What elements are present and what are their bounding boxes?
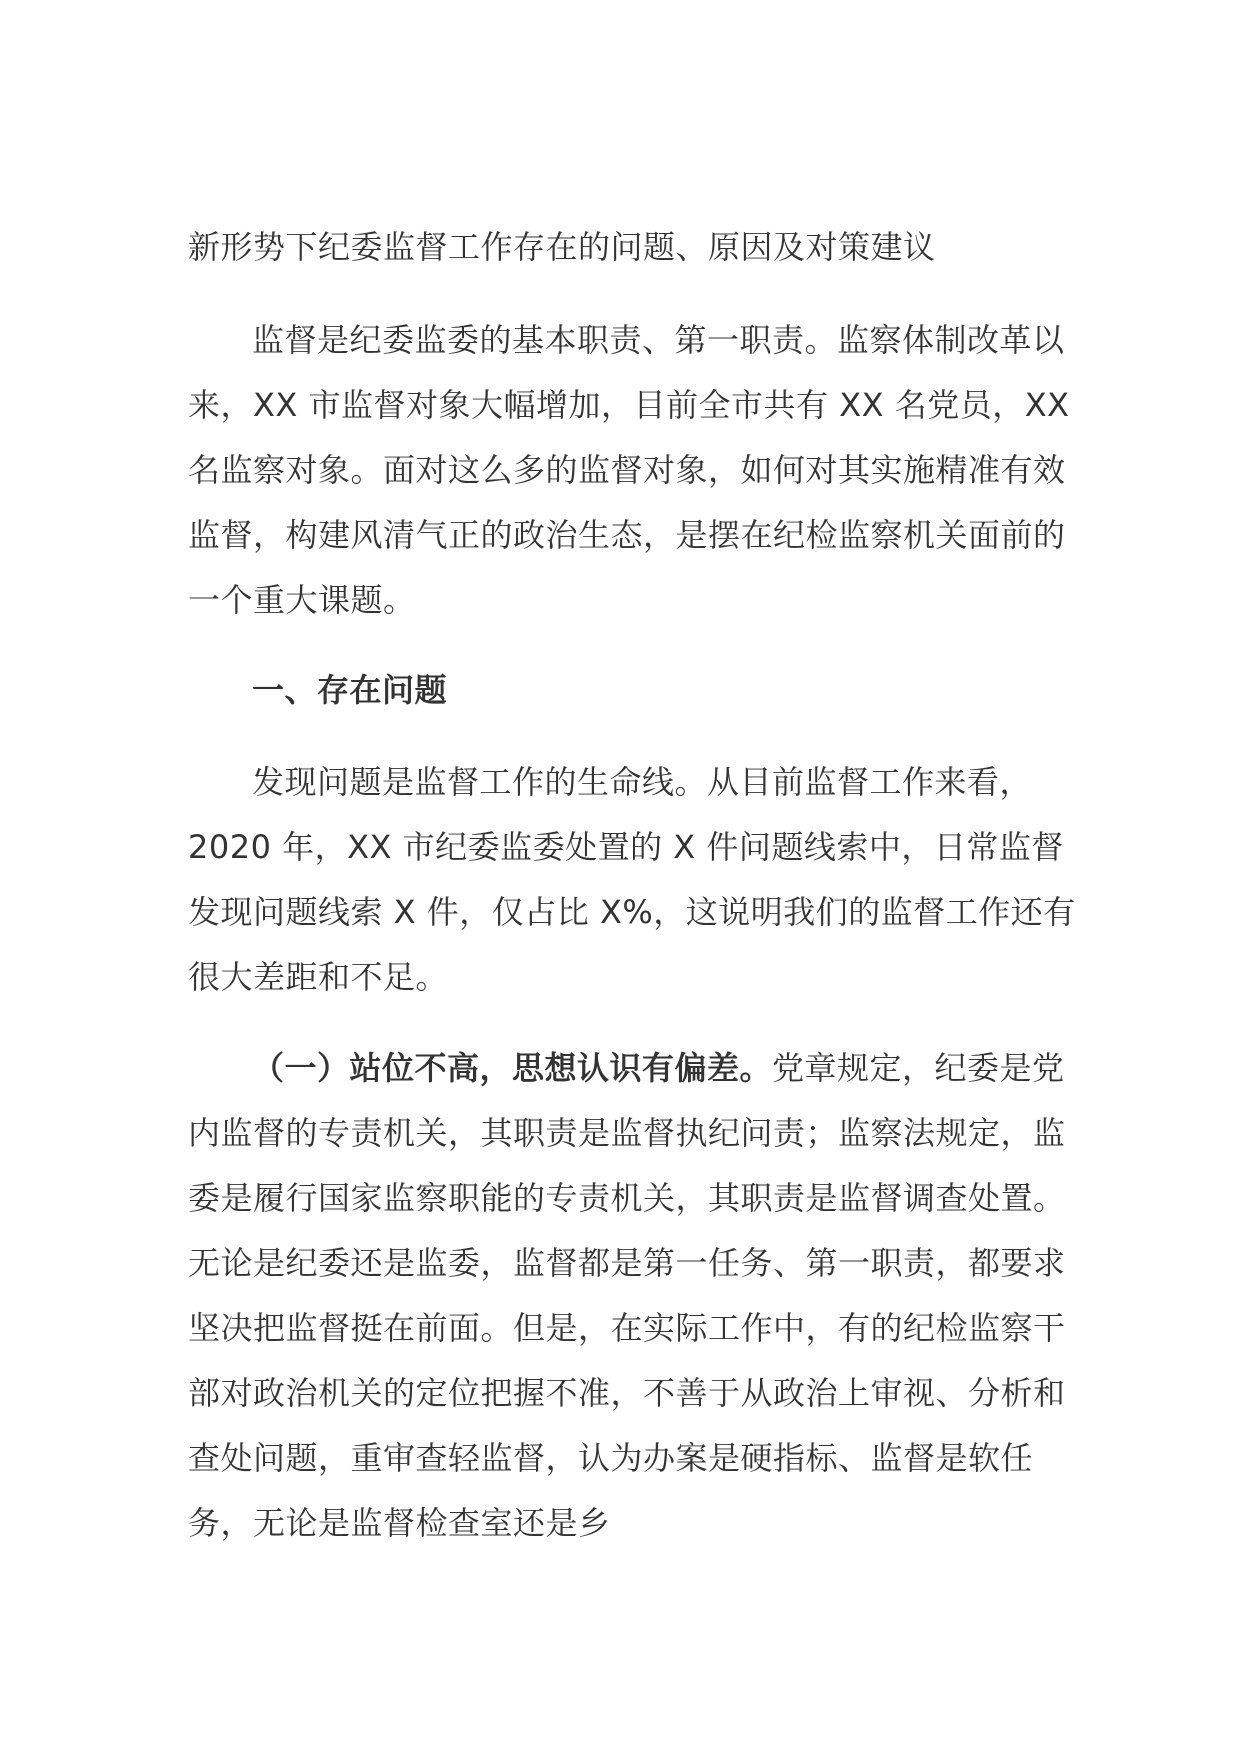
problems-overview-paragraph: 发现问题是监督工作的生命线。从目前监督工作来看，2020 年，XX 市纪委监委处置的 X 件问题线索中，日常监督发现问题线索 X 件，仅占比 X%，这说明我们的监督工作还有很大差距和不足。 bbox=[188, 763, 1076, 996]
item-1-lead: （一）站位不高，思想认识有偏差。 bbox=[252, 1049, 773, 1087]
document-title: 新形势下纪委监督工作存在的问题、原因及对策建议 bbox=[188, 228, 936, 266]
intro-paragraph: 监督是纪委监委的基本职责、第一职责。监察体制改革以来，XX 市监督对象大幅增加，目前全市共有 XX 名党员，XX 名监察对象。面对这么多的监督对象，如何对其实施精准有效监督，构建风清气正的政治生态，是摆在纪检监察机关面前的一个重大课题。 bbox=[188, 321, 1070, 619]
item-1-body: 党章规定，纪委是党内监督的专责机关，其职责是监督执纪问责；监察法规定，监委是履行国家监察职能的专责机关，其职责是监督调查处置。无论是纪委还是监委，监督都是第一任务、第一职责，都要求坚决把监督挺在前面。但是，在实际工作中，有的纪检监察干部对政治机关的定位把握不准，不善于从政治上审视、分析和查处问题，重审查轻监督，认为办案是硬指标、监督是软任务，无论是监督检查室还是乡 bbox=[188, 1049, 1066, 1542]
section-heading-problems: 一、存在问题 bbox=[252, 671, 448, 709]
item-1-paragraph bbox=[188, 1036, 1088, 1556]
